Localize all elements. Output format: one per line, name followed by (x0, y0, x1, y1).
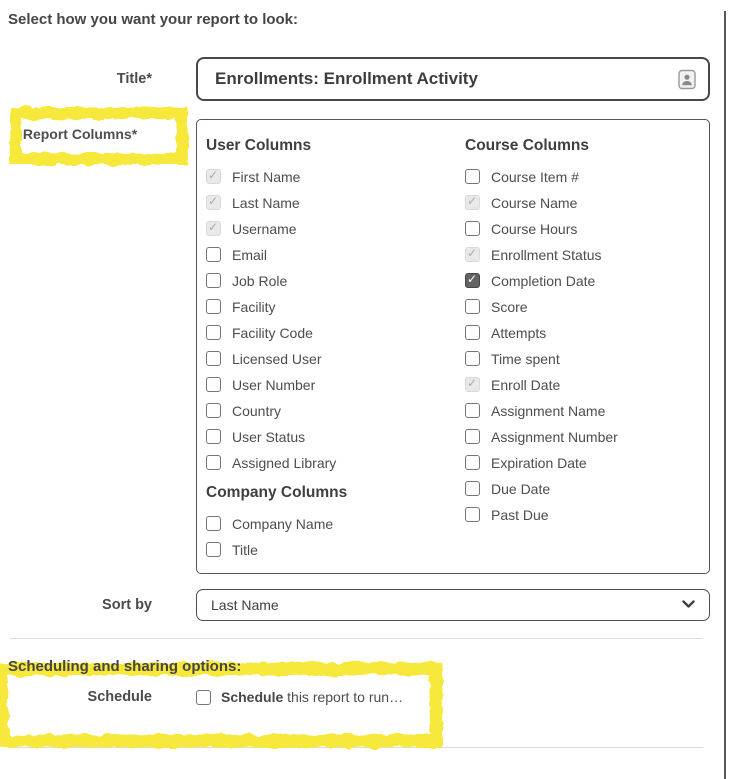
checkbox-label: Assigned Library (232, 454, 337, 471)
page-title: Select how you want your report to look: (8, 11, 299, 28)
sort-by-label: Sort by (102, 597, 152, 613)
column-group (206, 137, 465, 471)
checkbox-row (206, 515, 465, 532)
schedule-field-row (0, 689, 710, 705)
checkbox[interactable] (465, 325, 480, 340)
checkbox-label: Course Item # (491, 168, 579, 185)
checkbox[interactable] (465, 455, 480, 470)
checkbox (465, 247, 480, 262)
checkbox-label: Past Due (491, 506, 549, 523)
autofill-contact-icon[interactable] (678, 69, 696, 90)
checkbox-label: User Number (232, 376, 316, 393)
title-field-row (0, 57, 710, 101)
checkbox-row (206, 454, 465, 471)
checkbox-row (465, 376, 695, 393)
checkbox[interactable] (206, 299, 221, 314)
checkbox[interactable] (465, 273, 480, 288)
checkbox[interactable] (206, 247, 221, 262)
checkbox-label: Company Name (232, 515, 334, 532)
checkbox-row (206, 220, 465, 237)
checkbox-label: Score (491, 298, 528, 315)
checkbox (206, 195, 221, 210)
checkbox[interactable] (465, 169, 480, 184)
checkbox-label: Title (232, 541, 258, 558)
checkbox-row (206, 298, 465, 315)
checkbox[interactable] (206, 455, 221, 470)
checkbox[interactable] (465, 299, 480, 314)
checkbox-row (465, 454, 695, 471)
schedule-checkbox[interactable] (196, 690, 211, 705)
checkbox-label: Completion Date (491, 272, 596, 289)
checkbox-row (206, 541, 465, 558)
checkbox (465, 377, 480, 392)
column-group-heading: User Columns (206, 137, 312, 154)
sort-by-select[interactable] (196, 589, 710, 621)
checkbox-row (206, 402, 465, 419)
checkbox-label: Email (232, 246, 268, 263)
checkbox-label: Expiration Date (491, 454, 587, 471)
checkbox-label: Username (232, 220, 297, 237)
checkbox (206, 169, 221, 184)
checkbox-label: Licensed User (232, 350, 322, 367)
checkbox[interactable] (465, 429, 480, 444)
checkbox[interactable] (465, 403, 480, 418)
checkbox-label: Enroll Date (491, 376, 561, 393)
checkbox[interactable] (206, 429, 221, 444)
checkbox-label: Course Name (491, 194, 578, 211)
checkbox-row (465, 272, 695, 289)
checkbox-row (465, 168, 695, 185)
checkbox[interactable] (206, 351, 221, 366)
checkbox-row (465, 324, 695, 341)
checkbox-label: Course Hours (491, 220, 578, 237)
checkbox-row (206, 324, 465, 341)
chevron-down-icon (682, 596, 695, 614)
title-input-value: Enrollments: Enrollment Activity (215, 69, 478, 88)
report-columns-label: Report Columns* (22, 126, 138, 142)
checkbox (465, 195, 480, 210)
checkbox-row (206, 350, 465, 367)
sort-by-row (0, 589, 710, 621)
report-columns-row (0, 119, 710, 574)
checkbox[interactable] (206, 273, 221, 288)
schedule-checkbox-wrap (196, 689, 710, 705)
checkbox-label: Time spent (491, 350, 560, 367)
checkbox[interactable] (465, 351, 480, 366)
report-columns-label-wrap (0, 119, 160, 574)
column-group-heading: Company Columns (206, 484, 348, 501)
scheduling-section (0, 658, 718, 705)
checkbox[interactable] (206, 403, 221, 418)
checkbox-row (465, 298, 695, 315)
checkbox-label: Country (232, 402, 282, 419)
section-divider (10, 638, 703, 639)
checkbox-label: Assignment Name (491, 402, 606, 419)
checkbox-row (465, 220, 695, 237)
checkbox-row (465, 194, 695, 211)
checkbox-row (206, 168, 465, 185)
checkbox[interactable] (465, 507, 480, 522)
checkbox[interactable] (206, 516, 221, 531)
checkbox-label: Due Date (491, 480, 551, 497)
sort-by-selected-value: Last Name (211, 597, 279, 613)
checkbox[interactable] (206, 542, 221, 557)
checkbox-label: User Status (232, 428, 306, 445)
checkbox-label: Assignment Number (491, 428, 618, 445)
checkbox-label: Attempts (491, 324, 547, 341)
checkbox-label: Facility Code (232, 324, 313, 341)
checkbox-row (206, 246, 465, 263)
column-group (465, 137, 695, 523)
checkbox-label: First Name (232, 168, 301, 185)
bottom-divider (10, 747, 703, 748)
checkbox-row (465, 428, 695, 445)
checkbox-row (206, 376, 465, 393)
checkbox-label: Enrollment Status (491, 246, 602, 263)
title-label: Title* (116, 71, 152, 87)
checkbox[interactable] (206, 325, 221, 340)
checkbox-row (465, 402, 695, 419)
report-settings-page (0, 11, 718, 748)
checkbox[interactable] (465, 481, 480, 496)
columns-panel-right (465, 132, 695, 567)
scheduling-heading: Scheduling and sharing options: (8, 658, 242, 675)
checkbox[interactable] (206, 377, 221, 392)
panel-right-border (724, 11, 726, 779)
checkbox-label: Last Name (232, 194, 300, 211)
column-group (206, 484, 465, 558)
checkbox-row (465, 246, 695, 263)
checkbox[interactable] (465, 221, 480, 236)
checkbox-row (206, 272, 465, 289)
columns-panel-left (206, 132, 465, 567)
report-columns-panel (196, 119, 710, 574)
checkbox-label: Facility (232, 298, 276, 315)
checkbox-row (206, 194, 465, 211)
checkbox-label: Job Role (232, 272, 288, 289)
title-input[interactable] (196, 57, 710, 101)
checkbox-row (465, 506, 695, 523)
schedule-checkbox-label[interactable]: Schedule this report to run… (221, 689, 404, 705)
checkbox (206, 221, 221, 236)
column-group-heading: Course Columns (465, 137, 590, 154)
checkbox-row (465, 480, 695, 497)
checkbox-row (465, 350, 695, 367)
checkbox-row (206, 428, 465, 445)
schedule-label: Schedule (87, 689, 152, 705)
